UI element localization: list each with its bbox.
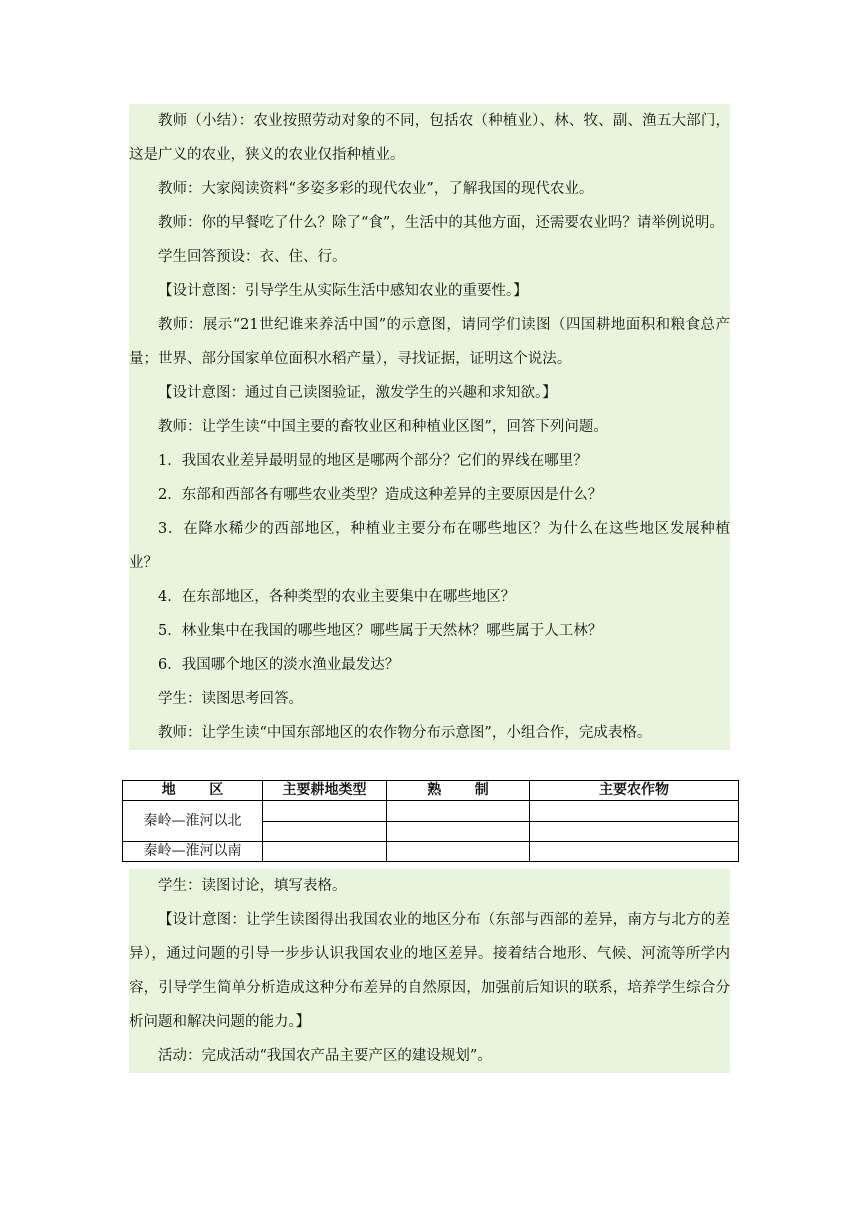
table-cell[interactable] (387, 801, 530, 822)
table-header: 主要农作物 (530, 781, 739, 801)
table-row (123, 801, 739, 822)
paragraph: 学生回答预设：衣、住、行。 (158, 249, 347, 265)
paragraph: 学生：读图思考回答。 (158, 691, 303, 707)
table-cell[interactable] (530, 821, 739, 842)
table-header: 熟制 (387, 781, 530, 801)
table-cell[interactable] (530, 842, 739, 862)
question-item: 4．在东部地区，各种类型的农业主要集中在哪些地区？ (158, 589, 516, 605)
design-intent: 【设计意图：引导学生从实际生活中感知农业的重要性。】 (158, 283, 528, 299)
table-row-label: 秦岭—淮河以北 (123, 801, 263, 842)
paragraph: 学生：读图讨论，填写表格。 (158, 878, 347, 894)
paragraph: 教师：让学生读“中国东部地区的农作物分布示意图”，小组合作，完成表格。 (158, 725, 652, 741)
question-item: 3．在降水稀少的西部地区，种植业主要分布在哪些地区？为什么在这些地区发展种植业？ (129, 521, 730, 571)
agriculture-region-table (122, 780, 739, 862)
paragraph: 教师：你的早餐吃了什么？除了“食”，生活中的其他方面，还需要农业吗？请举例说明。 (158, 215, 724, 231)
table-cell[interactable] (387, 821, 530, 842)
table-cell[interactable] (530, 801, 739, 822)
table-cell[interactable] (387, 842, 530, 862)
paragraph: 教师：让学生读“中国主要的畜牧业区和种植业区图”，回答下列问题。 (158, 419, 608, 435)
paragraph: 教师：展示“21世纪谁来养活中国”的示意图，请同学们读图（四国耕地面积和粮食总产量；世界、部分国家单位面积水稻产量），寻找证据，证明这个说法。 (129, 317, 730, 367)
paragraph: 活动：完成活动“我国农产品主要产区的建设规划”。 (158, 1048, 492, 1064)
question-item: 5．林业集中在我国的哪些地区？哪些属于天然林？哪些属于人工林？ (158, 623, 603, 639)
lesson-text-after (129, 869, 730, 1073)
question-item: 1．我国农业差异最明显的地区是哪两个部分？它们的界线在哪里？ (158, 453, 588, 469)
table-cell[interactable] (263, 801, 387, 822)
question-item: 2．东部和西部各有哪些农业类型？造成这种差异的主要原因是什么？ (158, 487, 603, 503)
question-item: 6．我国哪个地区的淡水渔业最发达？ (158, 657, 400, 673)
table-header-row (123, 781, 739, 801)
table-row (123, 842, 739, 862)
table-header: 地区 (123, 781, 263, 801)
paragraph: 教师（小结）：农业按照劳动对象的不同，包括农（种植业）、林、牧、副、渔五大部门，这是广义的农业，狭义的农业仅指种植业。 (129, 113, 730, 163)
table-cell[interactable] (263, 842, 387, 862)
table-header: 主要耕地类型 (263, 781, 387, 801)
design-intent: 【设计意图：通过自己读图验证，激发学生的兴趣和求知欲。】 (158, 385, 557, 401)
paragraph: 教师：大家阅读资料“多姿多彩的现代农业”，了解我国的现代农业。 (158, 181, 594, 197)
table-row-label: 秦岭—淮河以南 (123, 842, 263, 862)
lesson-text-before (129, 104, 730, 750)
table-cell[interactable] (263, 821, 387, 842)
design-intent: 【设计意图：让学生读图得出我国农业的地区分布（东部与西部的差异，南方与北方的差异），通过问题的引导一步步认识我国农业的地区差异。接着结合地形、气候、河流等所学内容，引导学生简单分析造成这种分布差异的自然原因，加强前后知识的联系，培养学生综合分析问题和解决问题的能力。】 (129, 912, 730, 1030)
